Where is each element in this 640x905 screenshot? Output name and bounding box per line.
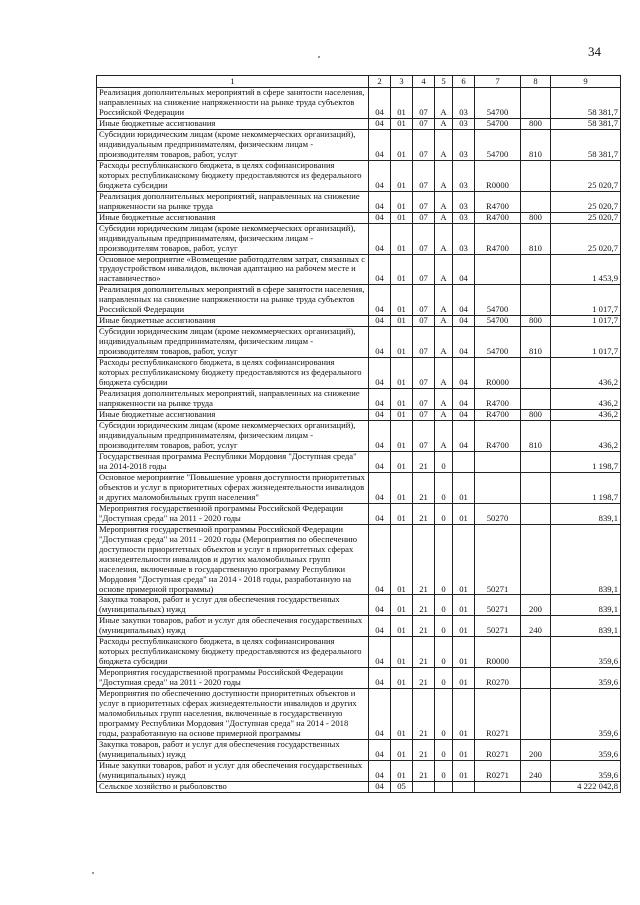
table-row <box>97 524 621 595</box>
code-section: 04 <box>369 316 391 327</box>
code-subprogram: 0 <box>435 503 453 524</box>
table-row <box>97 740 621 761</box>
code-section: 04 <box>369 421 391 452</box>
code-program <box>413 781 435 792</box>
code-direction: R0271 <box>475 760 521 781</box>
column-header: 7 <box>475 76 521 88</box>
table-row <box>97 254 621 285</box>
table-row <box>97 327 621 358</box>
amount: 359,6 <box>551 760 621 781</box>
code-direction: 54700 <box>475 118 521 129</box>
code-section: 04 <box>369 668 391 689</box>
code-expense-type: 200 <box>521 595 551 616</box>
code-event: 04 <box>453 254 475 285</box>
code-subsection: 01 <box>391 472 413 503</box>
code-event <box>453 451 475 472</box>
code-event: 04 <box>453 316 475 327</box>
code-event: 04 <box>453 421 475 452</box>
code-program: 21 <box>413 503 435 524</box>
code-subsection: 01 <box>391 389 413 410</box>
code-subsection: 01 <box>391 285 413 316</box>
code-program: 21 <box>413 472 435 503</box>
code-expense-type <box>521 160 551 191</box>
code-direction: 50271 <box>475 524 521 595</box>
code-program: 21 <box>413 524 435 595</box>
code-subsection: 01 <box>391 191 413 212</box>
amount: 1 017,7 <box>551 316 621 327</box>
table-header-row <box>97 76 621 88</box>
table-row <box>97 760 621 781</box>
code-event: 01 <box>453 637 475 668</box>
code-subprogram: А <box>435 191 453 212</box>
code-subprogram: 0 <box>435 637 453 668</box>
amount: 4 222 042,8 <box>551 781 621 792</box>
code-expense-type <box>521 358 551 389</box>
code-expense-type: 810 <box>521 223 551 254</box>
table-row <box>97 88 621 119</box>
row-name: Иные бюджетные ассигнования <box>97 316 369 327</box>
code-direction <box>475 451 521 472</box>
code-program: 07 <box>413 316 435 327</box>
amount: 25 020,7 <box>551 223 621 254</box>
code-expense-type: 810 <box>521 129 551 160</box>
scan-speck <box>92 872 94 874</box>
table-row <box>97 410 621 421</box>
amount: 25 020,7 <box>551 160 621 191</box>
code-subsection: 01 <box>391 327 413 358</box>
code-program: 21 <box>413 451 435 472</box>
table-row <box>97 285 621 316</box>
code-expense-type: 200 <box>521 740 551 761</box>
column-header: 1 <box>97 76 369 88</box>
code-section: 04 <box>369 503 391 524</box>
row-name: Субсидии юридическим лицам (кроме некоммерческих организаций), индивидуальным предпринимателям, физическим лицам - производителям товаров, работ, услуг <box>97 327 369 358</box>
code-section: 04 <box>369 451 391 472</box>
amount: 839,1 <box>551 524 621 595</box>
code-expense-type <box>521 285 551 316</box>
code-expense-type <box>521 472 551 503</box>
code-event <box>453 781 475 792</box>
code-event: 01 <box>453 668 475 689</box>
code-subprogram: А <box>435 129 453 160</box>
table-row <box>97 191 621 212</box>
code-expense-type: 810 <box>521 327 551 358</box>
code-event: 01 <box>453 524 475 595</box>
code-program: 21 <box>413 616 435 637</box>
table-row <box>97 781 621 792</box>
code-subprogram: А <box>435 285 453 316</box>
code-section: 04 <box>369 191 391 212</box>
code-subprogram: А <box>435 160 453 191</box>
amount: 1 017,7 <box>551 327 621 358</box>
code-subsection: 01 <box>391 616 413 637</box>
code-expense-type: 240 <box>521 760 551 781</box>
code-subsection: 01 <box>391 524 413 595</box>
code-expense-type <box>521 668 551 689</box>
table-row <box>97 616 621 637</box>
row-name: Иные бюджетные ассигнования <box>97 212 369 223</box>
code-subprogram: 0 <box>435 616 453 637</box>
code-subprogram: 0 <box>435 689 453 740</box>
row-name: Мероприятия государственной программы Российской Федерации "Доступная среда" на 2011 - 2020 годы <box>97 668 369 689</box>
code-expense-type: 800 <box>521 410 551 421</box>
code-subprogram <box>435 781 453 792</box>
amount: 436,2 <box>551 389 621 410</box>
row-name: Основное мероприятие «Возмещение работодателям затрат, связанных с трудоустройством инвалидов, включая адаптацию на рабочем месте и наставничество» <box>97 254 369 285</box>
code-subsection: 01 <box>391 451 413 472</box>
code-event: 03 <box>453 88 475 119</box>
table-row <box>97 668 621 689</box>
code-subsection: 01 <box>391 316 413 327</box>
code-expense-type <box>521 781 551 792</box>
code-event: 04 <box>453 327 475 358</box>
code-program: 07 <box>413 389 435 410</box>
code-subprogram: А <box>435 410 453 421</box>
amount: 1 198,7 <box>551 451 621 472</box>
code-program: 21 <box>413 637 435 668</box>
code-section: 04 <box>369 760 391 781</box>
code-direction: 54700 <box>475 327 521 358</box>
code-direction: 54700 <box>475 316 521 327</box>
code-subsection: 01 <box>391 254 413 285</box>
code-direction: 50271 <box>475 595 521 616</box>
table-row <box>97 689 621 740</box>
code-event: 03 <box>453 129 475 160</box>
code-section: 04 <box>369 740 391 761</box>
row-name: Субсидии юридическим лицам (кроме некоммерческих организаций), индивидуальным предпринимателям, физическим лицам - производителям товаров, работ, услуг <box>97 421 369 452</box>
amount: 436,2 <box>551 358 621 389</box>
code-subsection: 01 <box>391 358 413 389</box>
code-subsection: 01 <box>391 88 413 119</box>
code-subsection: 01 <box>391 689 413 740</box>
code-subsection: 01 <box>391 223 413 254</box>
code-subsection: 01 <box>391 421 413 452</box>
amount: 839,1 <box>551 595 621 616</box>
code-section: 04 <box>369 88 391 119</box>
amount: 359,6 <box>551 637 621 668</box>
row-name: Субсидии юридическим лицам (кроме некоммерческих организаций), индивидуальным предпринимателям, физическим лицам - производителям товаров, работ, услуг <box>97 129 369 160</box>
code-direction: R0000 <box>475 637 521 668</box>
row-name: Основное мероприятие "Повышение уровня доступности приоритетных объектов и услуг в приоритетных сферах жизнедеятельности инвалидов и других маломобильных групп населения" <box>97 472 369 503</box>
code-subprogram: А <box>435 118 453 129</box>
table-row <box>97 223 621 254</box>
code-section: 04 <box>369 118 391 129</box>
table-row <box>97 472 621 503</box>
row-name: Закупка товаров, работ и услуг для обеспечения государственных (муниципальных) нужд <box>97 595 369 616</box>
amount: 25 020,7 <box>551 212 621 223</box>
code-program: 21 <box>413 668 435 689</box>
code-event: 04 <box>453 410 475 421</box>
code-section: 04 <box>369 389 391 410</box>
table-row <box>97 316 621 327</box>
code-event: 03 <box>453 212 475 223</box>
code-section: 04 <box>369 616 391 637</box>
row-name: Реализация дополнительных мероприятий в сфере занятости населения, направленных на снижение напряженности на рынке труда субъектов Российской Федерации <box>97 285 369 316</box>
code-subprogram: А <box>435 389 453 410</box>
code-event: 01 <box>453 689 475 740</box>
code-subsection: 01 <box>391 595 413 616</box>
row-name: Сельское хозяйство и рыболовство <box>97 781 369 792</box>
code-section: 04 <box>369 637 391 668</box>
code-section: 04 <box>369 223 391 254</box>
amount: 839,1 <box>551 503 621 524</box>
code-expense-type: 810 <box>521 421 551 452</box>
column-header: 5 <box>435 76 453 88</box>
code-subprogram: 0 <box>435 760 453 781</box>
code-subprogram: А <box>435 254 453 285</box>
code-subprogram: А <box>435 316 453 327</box>
code-subsection: 01 <box>391 668 413 689</box>
code-subprogram: А <box>435 223 453 254</box>
code-subsection: 01 <box>391 760 413 781</box>
table-row <box>97 129 621 160</box>
code-program: 07 <box>413 223 435 254</box>
code-direction: 50270 <box>475 503 521 524</box>
amount: 359,6 <box>551 668 621 689</box>
code-section: 04 <box>369 781 391 792</box>
row-name: Государственная программа Республики Мордовия "Доступная среда" на 2014-2018 годы <box>97 451 369 472</box>
code-direction <box>475 781 521 792</box>
amount: 58 381,7 <box>551 118 621 129</box>
table-row <box>97 212 621 223</box>
code-section: 04 <box>369 358 391 389</box>
code-direction: R4700 <box>475 191 521 212</box>
code-program: 07 <box>413 421 435 452</box>
table-row <box>97 637 621 668</box>
table-row <box>97 160 621 191</box>
code-section: 04 <box>369 160 391 191</box>
code-section: 04 <box>369 254 391 285</box>
amount: 1 198,7 <box>551 472 621 503</box>
column-header: 8 <box>521 76 551 88</box>
code-subprogram: 0 <box>435 472 453 503</box>
code-program: 07 <box>413 327 435 358</box>
code-expense-type <box>521 451 551 472</box>
code-expense-type: 800 <box>521 118 551 129</box>
code-event: 01 <box>453 740 475 761</box>
code-event: 01 <box>453 472 475 503</box>
code-program: 21 <box>413 595 435 616</box>
code-subprogram: 0 <box>435 595 453 616</box>
code-expense-type <box>521 254 551 285</box>
code-program: 07 <box>413 285 435 316</box>
code-subsection: 01 <box>391 637 413 668</box>
code-direction: R0271 <box>475 689 521 740</box>
page-number: 34 <box>588 44 601 59</box>
column-header: 2 <box>369 76 391 88</box>
code-subsection: 01 <box>391 129 413 160</box>
code-direction: 50271 <box>475 616 521 637</box>
code-direction: R4700 <box>475 212 521 223</box>
code-subprogram: А <box>435 421 453 452</box>
row-name: Иные бюджетные ассигнования <box>97 410 369 421</box>
code-program: 21 <box>413 740 435 761</box>
code-expense-type <box>521 503 551 524</box>
column-header: 3 <box>391 76 413 88</box>
code-event: 03 <box>453 160 475 191</box>
code-expense-type <box>521 191 551 212</box>
code-section: 04 <box>369 410 391 421</box>
code-expense-type <box>521 689 551 740</box>
row-name: Расходы республиканского бюджета, в целях софинансирования которых республиканскому бюджету предоставляются из федерального бюджета субсидии <box>97 160 369 191</box>
row-name: Мероприятия государственной программы Российской Федерации "Доступная среда" на 2011 - 2020 годы (Мероприятия по обеспечению доступности приоритетных объектов и услуг в приоритетных сферах жизнедеятельности инвалидов и других маломобильных групп населения, включенные в государственную программу Республики Мордовия "Доступная среда" на 2014 - 2018 годы, разработанную на основе примерной программы) <box>97 524 369 595</box>
column-header: 4 <box>413 76 435 88</box>
row-name: Иные закупки товаров, работ и услуг для обеспечения государственных (муниципальных) нужд <box>97 616 369 637</box>
code-program: 07 <box>413 129 435 160</box>
code-program: 07 <box>413 254 435 285</box>
row-name: Мероприятия по обеспечению доступности приоритетных объектов и услуг в приоритетных сферах жизнедеятельности инвалидов и других маломобильных групп населения, включенные в государственную программу Республики Мордовия "Доступная среда" на 2014 - 2018 годы, разработанную на основе примерной программы <box>97 689 369 740</box>
budget-table <box>96 75 621 793</box>
code-subprogram: А <box>435 88 453 119</box>
code-section: 04 <box>369 472 391 503</box>
code-direction: 54700 <box>475 285 521 316</box>
amount: 359,6 <box>551 689 621 740</box>
amount: 58 381,7 <box>551 129 621 160</box>
amount: 436,2 <box>551 410 621 421</box>
code-subsection: 01 <box>391 410 413 421</box>
row-name: Иные закупки товаров, работ и услуг для обеспечения государственных (муниципальных) нужд <box>97 760 369 781</box>
code-expense-type: 240 <box>521 616 551 637</box>
table-row <box>97 389 621 410</box>
code-event: 04 <box>453 285 475 316</box>
table-row <box>97 595 621 616</box>
code-program: 07 <box>413 88 435 119</box>
code-section: 04 <box>369 327 391 358</box>
code-direction: 54700 <box>475 129 521 160</box>
code-direction: R0000 <box>475 358 521 389</box>
amount: 25 020,7 <box>551 191 621 212</box>
row-name: Реализация дополнительных мероприятий в сфере занятости населения, направленных на снижение напряженности на рынке труда субъектов Российской Федерации <box>97 88 369 119</box>
code-subprogram: А <box>435 327 453 358</box>
code-event: 01 <box>453 503 475 524</box>
code-event: 04 <box>453 358 475 389</box>
code-direction: R4700 <box>475 421 521 452</box>
table-row <box>97 358 621 389</box>
column-header: 6 <box>453 76 475 88</box>
code-direction: R4700 <box>475 389 521 410</box>
row-name: Иные бюджетные ассигнования <box>97 118 369 129</box>
code-subprogram: 0 <box>435 524 453 595</box>
code-event: 03 <box>453 191 475 212</box>
code-expense-type <box>521 637 551 668</box>
code-program: 07 <box>413 410 435 421</box>
code-direction: R0000 <box>475 160 521 191</box>
table-row <box>97 451 621 472</box>
code-expense-type <box>521 524 551 595</box>
scan-speck <box>318 56 320 58</box>
code-subsection: 01 <box>391 160 413 191</box>
code-subsection: 01 <box>391 503 413 524</box>
code-subprogram: 0 <box>435 740 453 761</box>
code-direction: R0270 <box>475 668 521 689</box>
code-expense-type <box>521 389 551 410</box>
amount: 359,6 <box>551 740 621 761</box>
code-event: 03 <box>453 223 475 254</box>
code-program: 07 <box>413 358 435 389</box>
code-section: 04 <box>369 689 391 740</box>
code-subprogram: А <box>435 212 453 223</box>
amount: 1 017,7 <box>551 285 621 316</box>
code-direction <box>475 472 521 503</box>
table-row <box>97 421 621 452</box>
code-expense-type <box>521 88 551 119</box>
code-direction: R4700 <box>475 410 521 421</box>
code-expense-type: 800 <box>521 212 551 223</box>
code-subsection: 01 <box>391 118 413 129</box>
table-row <box>97 118 621 129</box>
code-event: 01 <box>453 616 475 637</box>
amount: 1 453,9 <box>551 254 621 285</box>
code-direction <box>475 254 521 285</box>
code-program: 21 <box>413 689 435 740</box>
code-program: 21 <box>413 760 435 781</box>
code-event: 01 <box>453 595 475 616</box>
code-subprogram: А <box>435 358 453 389</box>
column-header: 9 <box>551 76 621 88</box>
code-expense-type: 800 <box>521 316 551 327</box>
code-section: 04 <box>369 212 391 223</box>
code-event: 04 <box>453 389 475 410</box>
code-event: 03 <box>453 118 475 129</box>
row-name: Расходы республиканского бюджета, в целях софинансирования которых республиканскому бюджету предоставляются из федерального бюджета субсидии <box>97 637 369 668</box>
code-section: 04 <box>369 285 391 316</box>
code-direction: R4700 <box>475 223 521 254</box>
code-subsection: 01 <box>391 212 413 223</box>
code-section: 04 <box>369 524 391 595</box>
code-section: 04 <box>369 129 391 160</box>
row-name: Субсидии юридическим лицам (кроме некоммерческих организаций), индивидуальным предпринимателям, физическим лицам - производителям товаров, работ, услуг <box>97 223 369 254</box>
row-name: Реализация дополнительных мероприятий, направленных на снижение напряженности на рынке труда <box>97 191 369 212</box>
code-event: 01 <box>453 760 475 781</box>
code-subsection: 01 <box>391 740 413 761</box>
code-section: 04 <box>369 595 391 616</box>
code-subsection: 05 <box>391 781 413 792</box>
code-direction: R0271 <box>475 740 521 761</box>
code-direction: 54700 <box>475 88 521 119</box>
amount: 58 381,7 <box>551 88 621 119</box>
code-subprogram: 0 <box>435 668 453 689</box>
code-program: 07 <box>413 191 435 212</box>
code-program: 07 <box>413 212 435 223</box>
row-name: Мероприятия государственной программы Российской Федерации "Доступная среда" на 2011 - 2020 годы <box>97 503 369 524</box>
code-program: 07 <box>413 160 435 191</box>
amount: 839,1 <box>551 616 621 637</box>
code-subprogram: 0 <box>435 451 453 472</box>
row-name: Реализация дополнительных мероприятий, направленных на снижение напряженности на рынке труда <box>97 389 369 410</box>
amount: 436,2 <box>551 421 621 452</box>
row-name: Расходы республиканского бюджета, в целях софинансирования которых республиканскому бюджету предоставляются из федерального бюджета субсидии <box>97 358 369 389</box>
code-program: 07 <box>413 118 435 129</box>
table-row <box>97 503 621 524</box>
row-name: Закупка товаров, работ и услуг для обеспечения государственных (муниципальных) нужд <box>97 740 369 761</box>
